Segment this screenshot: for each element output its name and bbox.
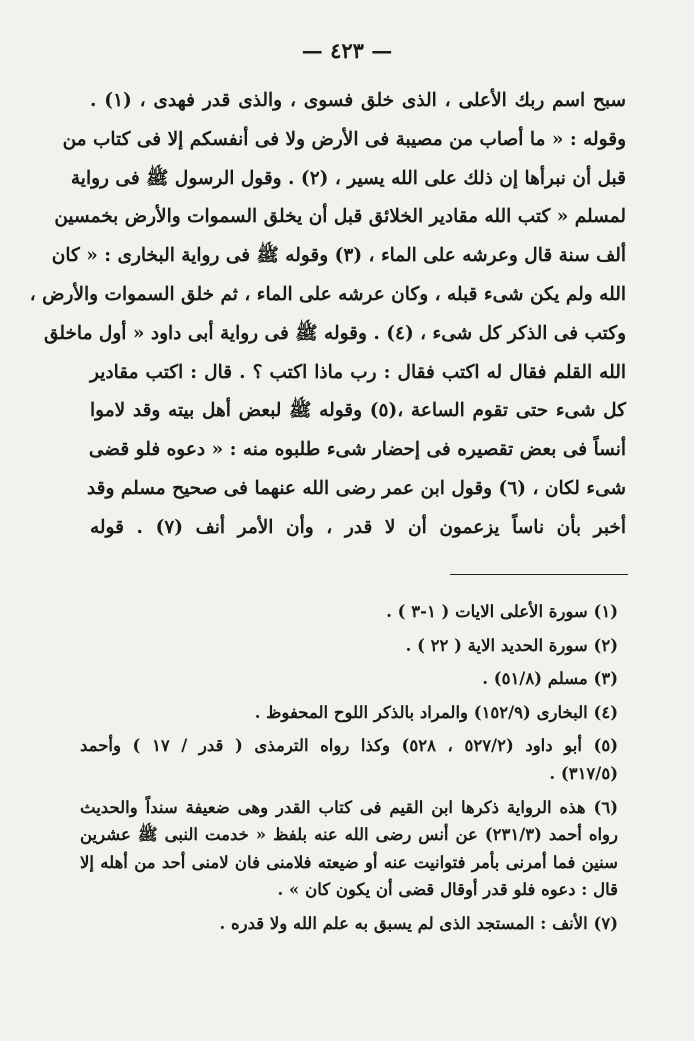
footnote-7: [80, 910, 618, 938]
page-number: — ٤٢٣ —: [301, 38, 393, 63]
text-line: لمسلم « كتب الله مقادير الخلائق قبل أن يخلق السموات والأرض بخمسين: [54, 206, 626, 228]
footnote-line: (٣) مسلم (٥١/٨) .: [482, 669, 618, 689]
footnote-1: [80, 598, 618, 626]
footnote-3: [80, 665, 618, 693]
footnote-6: [80, 794, 618, 904]
text-line: أخبر بأن ناساً يزعمون أن لا قدر ، وأن الأمر أنف (٧) . قوله: [90, 516, 627, 538]
footnote-line: (٤) البخارى (١٥٢/٩) والمراد بالذكر اللوح المحفوظ .: [254, 702, 618, 722]
footnote-line: (١) سورة الأعلى الايات ( ١-٣ ) .: [386, 602, 618, 621]
footnote-divider: [450, 574, 628, 575]
text-line: الله القلم فقال له اكتب فقال : رب ماذا اكتب ؟ . قال : اكتب مقادير: [90, 361, 626, 383]
footnote-line: (٣١٧/٥) .: [549, 763, 618, 783]
footnote-4: [80, 699, 618, 727]
footnote-line: (٦) هذه الرواية ذكرها ابن القيم فى كتاب القدر وهى ضعيفة سنداً والحديث: [80, 797, 618, 817]
text-line: وقوله : « ما أصاب من مصيبة فى الأرض ولا فى أنفسكم إلا فى كتاب من: [62, 128, 626, 150]
text-line: سبح اسم ربك الأعلى ، الذى خلق فسوى ، والذى قدر فهدى ، (١) .: [90, 90, 626, 111]
text-line: أنساً فى بعض تقصيره فى إحضار شىء طلبوه منه : « دعوه فلو قضى: [88, 439, 626, 461]
footnote-line: رواه أحمد (٢٣١/٣) عن أنس رضى الله عنه بلفظ « خدمت النبى ﷺ عشرين: [80, 825, 618, 845]
text-line: كل شىء حتى تقوم الساعة ،(٥) وقوله ﷺ لبعض أهل بيته وقد لاموا: [90, 400, 626, 422]
footnote-line: (٧) الأنف : المستجد الذى لم يسبق به علم الله ولا قدره .: [219, 913, 618, 933]
main-text: [29, 82, 627, 548]
text-line: الله ولم يكن شىء قبله ، وكان عرشه على الماء ، ثم خلق السموات والأرض ،: [29, 283, 626, 305]
footnote-line: (٥) أبو داود (٥٢٧/٢ ، ٥٢٨) وكذا رواه الترمذى ( قدر / ١٧ ) وأحمد: [80, 736, 618, 756]
footnote-line: (٢) سورة الحديد الاية ( ٢٢ ) .: [405, 635, 618, 655]
text-line: قبل أن نبرأها إن ذلك على الله يسير ، (٢) . وقول الرسول ﷺ فى رواية: [70, 167, 626, 189]
text-line: شىء لكان ، (٦) وقول ابن عمر رضى الله عنهما فى صحيح مسلم وقد: [86, 477, 626, 499]
footnotes: [80, 598, 618, 938]
footnote-line: سنين فما أمرنى بأمر فتوانيت عنه أو ضيعته فلامنى فان لامنى أحد من أهله إلا: [80, 852, 618, 872]
footnote-2: [80, 632, 618, 660]
text-line: ألف سنة قال وعرشه على الماء ، (٣) وقوله ﷺ فى رواية البخارى : « كان: [51, 245, 626, 267]
footnote-line: قال : دعوه فلو قدر أوقال قضى أن يكون كان » .: [277, 880, 618, 900]
text-line: وكتب فى الذكر كل شىء ، (٤) . وقوله ﷺ فى رواية أبى داود « أول ماخلق: [43, 322, 626, 344]
footnote-5: [80, 732, 618, 787]
